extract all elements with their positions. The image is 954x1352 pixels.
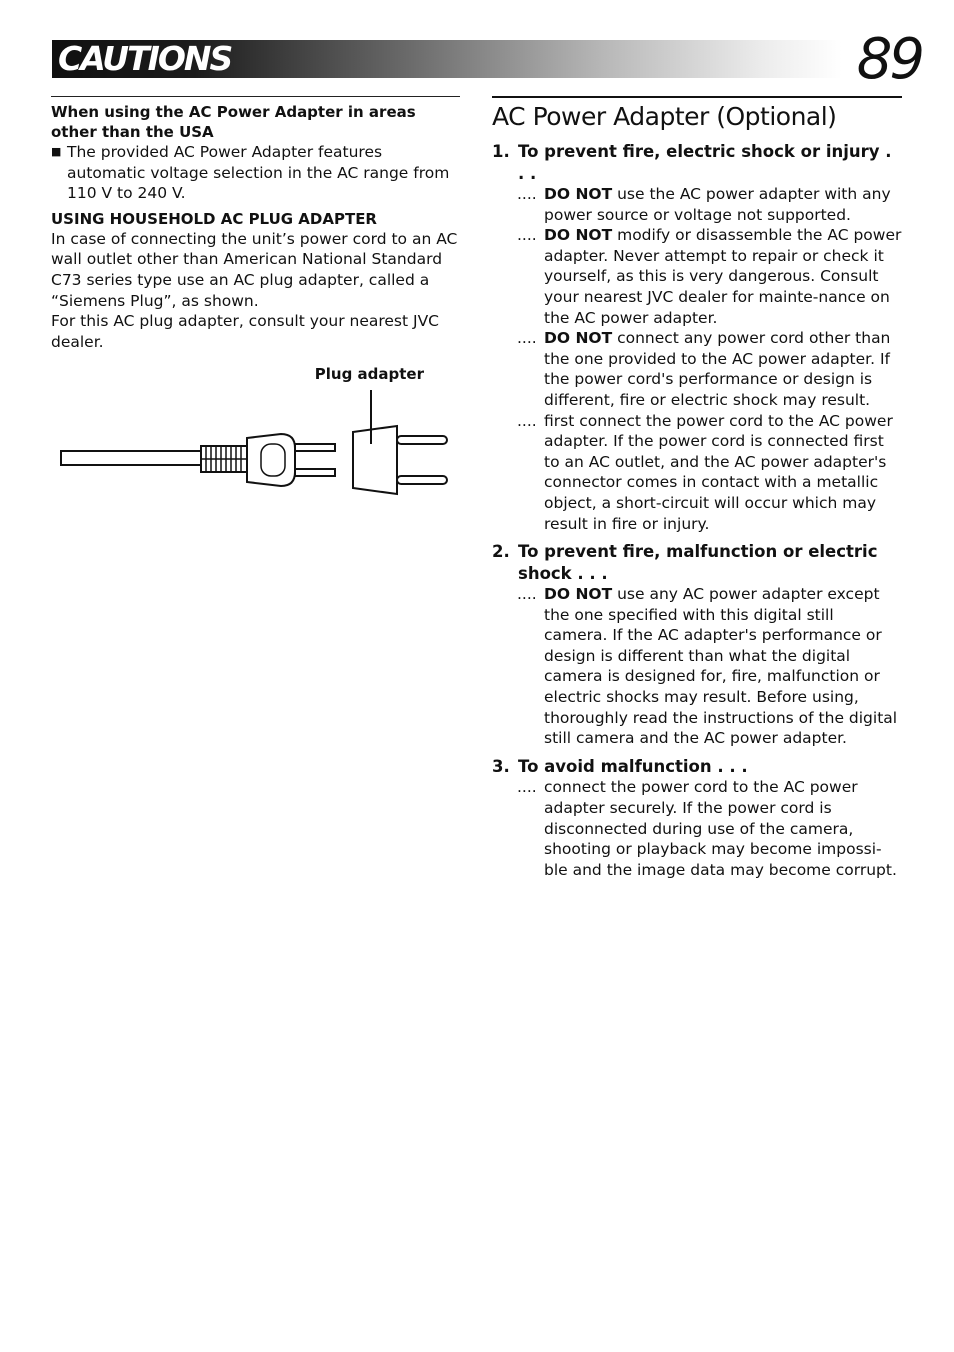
plug-adapter-label: Plug adapter [314,365,424,384]
caution-subitem: .... DO NOT use the AC power adapter with any power source or voltage not supported. [517,185,891,224]
bullet-voltage [51,142,460,204]
right-column [492,96,902,887]
paragraph-consult-dealer: For this AC plug adapter, consult your nearest JVC dealer. [51,312,440,351]
caution-subitem: .... connect the power cord to the AC power adapter securely. If the power cord is disconnected during use of the camera, shooting or playback may become impossi-ble and the image data may become corrupt. [517,778,897,879]
caution-subitem: .... first connect the power cord to the AC power adapter. If the power cord is connected first to an AC outlet, and the AC power adapter's connector comes in contact with a metallic object, a short-circuit will occur which may result in fire or injury. [517,411,893,533]
left-column [51,96,460,498]
caution-item-1 [492,141,902,534]
section-title: AC Power Adapter (Optional) [492,102,837,131]
caution-item-heading: 3. To avoid malfunction . . . [492,756,748,776]
bullet-text: The provided AC Power Adapter features automatic voltage selection in the AC range from 110 V to 240 V. [67,143,450,203]
square-bullet-icon: ■ [51,145,62,158]
caution-subitem: .... DO NOT use any AC power adapter except the one specified with this digital still camera. If the AC adapter's performance or design is different than what the digital camera is designed for, fire, malfunction or electric shocks may result. Before using, thoroughly read the instructions of the digital still camera and the AC power adapter. [517,585,898,748]
heading-ac-adapter-abroad: When using the AC Power Adapter in areas other than the USA [51,103,416,141]
caution-item-3 [492,756,902,880]
plug-adapter-figure [51,358,460,498]
caution-item-2 [492,541,902,749]
page-title: CAUTIONS [58,39,232,78]
paragraph-plug-usage: In case of connecting the unit’s power cord to an AC wall outlet other than American National Standard C73 series type use an AC plug adapter, called a “Siemens Plug”, as shown. [51,229,458,310]
caution-item-heading: 1. To prevent fire, electric shock or injury . . . [492,142,892,183]
caution-subitem: .... DO NOT modify or disassemble the AC power adapter. Never attempt to repair or check it yourself, as this is very dangerous. Consult your nearest JVC dealer for mainte-nance on the AC power adapter. [517,226,902,327]
caution-item-heading: 2. To prevent fire, malfunction or electric shock . . . [492,542,878,583]
heading-plug-adapter: USING HOUSEHOLD AC PLUG ADAPTER [51,209,377,228]
caution-subitem: .... DO NOT connect any power cord other than the one provided to the AC power adapter. If the power cord's performance or design is different, fire or electric shock may result. [517,329,891,409]
page-number: 89 [856,27,922,92]
